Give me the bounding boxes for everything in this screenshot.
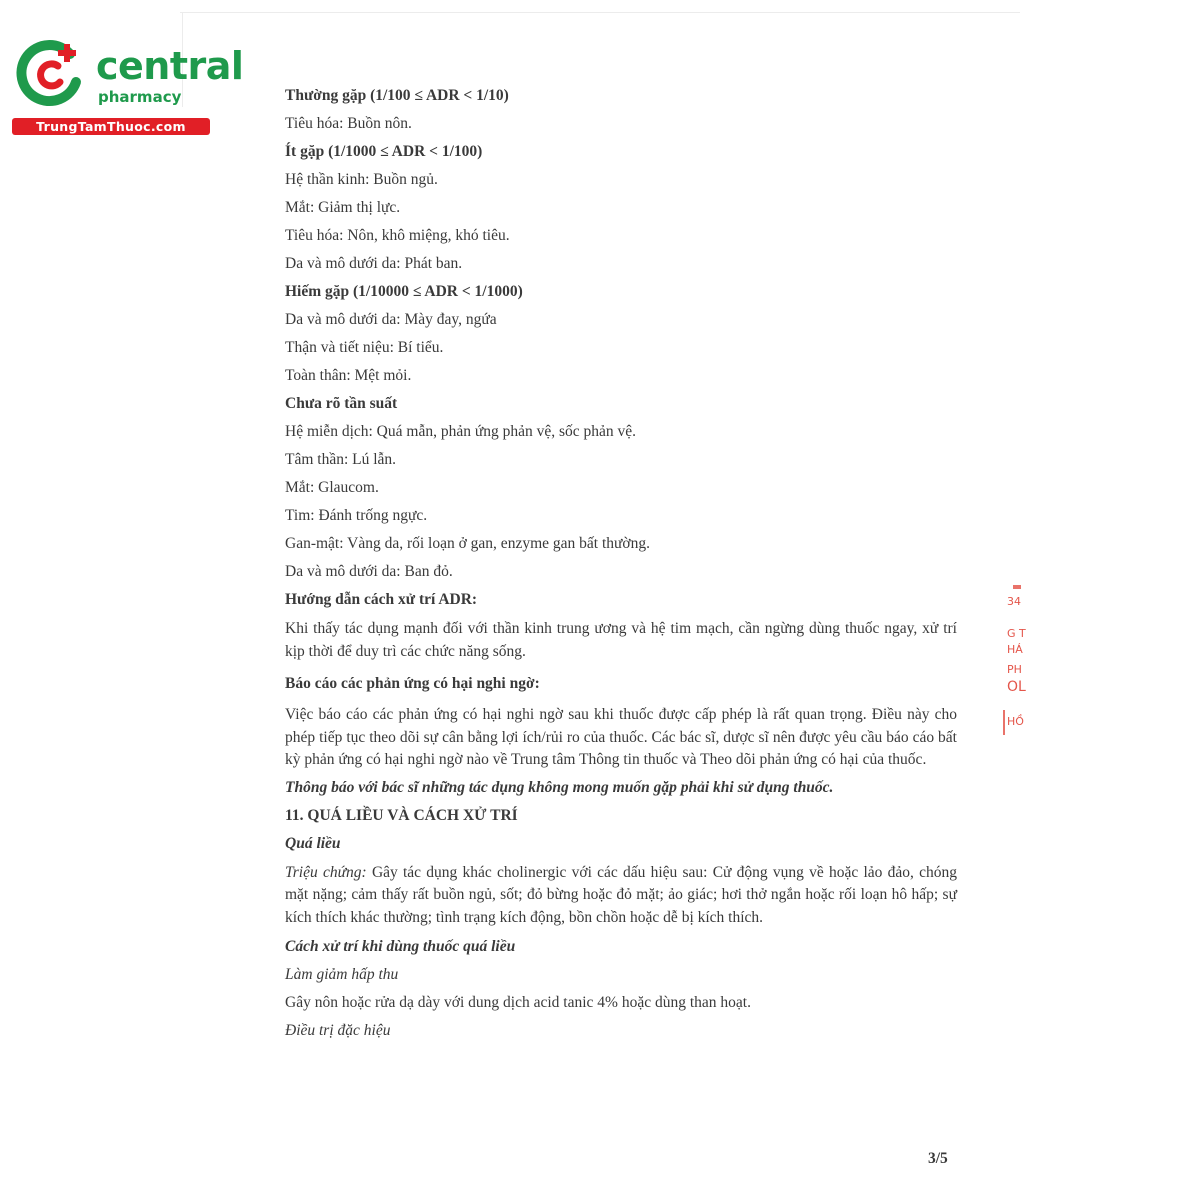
stamp-text: HỒ	[1007, 715, 1024, 728]
stamp-text: G T	[1007, 627, 1026, 640]
adr-line: Mắt: Glaucom.	[285, 479, 379, 496]
symptoms-paragraph	[285, 862, 957, 930]
section-title: 11. QUÁ LIỀU VÀ CÁCH XỬ TRÍ	[285, 806, 518, 824]
scan-edge	[180, 12, 1020, 13]
treatment-heading: Cách xử trí khi dùng thuốc quá liều	[285, 938, 516, 955]
logo-url-banner[interactable]: TrungTamThuoc.com	[12, 118, 210, 135]
frequency-heading: Thường gặp (1/100 ≤ ADR < 1/10)	[285, 87, 509, 104]
adr-line: Da và mô dưới da: Phát ban.	[285, 255, 463, 272]
symptoms-text: Gây tác dụng khác cholinergic với các dấu hiệu sau: Cử động vụng về hoặc lảo đảo, chóng mặt nặng; cảm thấy rất buồn ngủ, sốt; đỏ bừng hoặc đỏ mặt; ảo giác; hơi thở ngắn hoặc rối loạn hô hấp; sự kích thích khác thường; tình trạng kích động, bồn chồn hoặc dễ bị kích thích.	[285, 863, 958, 926]
adr-line: Tiêu hóa: Buồn nôn.	[285, 115, 412, 132]
stamp-text: OL	[1007, 679, 1026, 695]
adr-line: Tim: Đánh trống ngực.	[285, 507, 428, 524]
adr-line: Hệ miễn dịch: Quá mẫn, phản ứng phản vệ, sốc phản vệ.	[285, 423, 637, 440]
reduce-absorption-text: Gây nôn hoặc rửa dạ dày với dung dịch acid tanic 4% hoặc dùng than hoạt.	[285, 994, 751, 1011]
stamp-text: HÁ	[1007, 643, 1023, 656]
adr-line: Toàn thân: Mệt mỏi.	[285, 367, 412, 384]
adr-line: Tiêu hóa: Nôn, khô miệng, khó tiêu.	[285, 227, 510, 244]
frequency-heading: Ít gặp (1/1000 ≤ ADR < 1/100)	[285, 143, 483, 160]
logo-subtitle: pharmacy	[98, 88, 182, 106]
adr-management-heading: Hướng dẫn cách xử trí ADR:	[285, 591, 478, 608]
stamp-mark	[1003, 710, 1005, 735]
reduce-absorption-heading: Làm giảm hấp thu	[285, 966, 399, 983]
adr-line: Mắt: Giảm thị lực.	[285, 199, 401, 216]
logo-name: central	[96, 44, 244, 88]
pharmacy-cross-icon	[10, 38, 90, 108]
adr-line: Hệ thần kinh: Buồn ngủ.	[285, 171, 438, 188]
adr-management-text: Khi thấy tác dụng mạnh đối với thần kinh trung ương và hệ tim mạch, cần ngừng dùng thuốc ngay, xử trí kịp thời để duy trì các chức năng sống.	[285, 620, 957, 660]
stamp-mark	[1013, 585, 1021, 589]
frequency-heading: Chưa rõ tần suất	[285, 395, 398, 412]
adr-line: Thận và tiết niệu: Bí tiểu.	[285, 339, 444, 356]
adr-line: Tâm thần: Lú lẫn.	[285, 451, 397, 468]
page-number: 3/5	[928, 1150, 948, 1167]
report-text: Việc báo cáo các phản ứng có hại nghi ngờ sau khi thuốc được cấp phép là rất quan trọng. Điều này cho phép tiếp tục theo dõi sự cân bằng lợi ích/rủi ro của thuốc. Các bác sĩ, dược sĩ nên được yêu cầu báo cáo bất kỳ phản ứng có hại nghi ngờ nào về Trung tâm Thông tin thuốc và Theo dõi phản ứng có hại của thuốc.	[285, 706, 957, 768]
red-stamp-fragment	[1003, 585, 1026, 740]
stamp-text: PH	[1007, 663, 1022, 676]
notice-text: Thông báo với bác sĩ những tác dụng không mong muốn gặp phải khi sử dụng thuốc.	[285, 778, 834, 796]
adr-line: Da và mô dưới da: Mày đay, ngứa	[285, 311, 497, 328]
frequency-heading: Hiếm gặp (1/10000 ≤ ADR < 1/1000)	[285, 283, 523, 300]
report-heading: Báo cáo các phản ứng có hại nghi ngờ:	[285, 675, 540, 692]
document-body	[285, 86, 957, 1041]
symptoms-label: Triệu chứng:	[285, 863, 367, 881]
central-pharmacy-logo[interactable]	[10, 38, 244, 138]
stamp-text: 34	[1007, 595, 1021, 608]
overdose-heading: Quá liều	[285, 834, 341, 852]
adr-line: Gan-mật: Vàng da, rối loạn ở gan, enzyme gan bất thường.	[285, 535, 650, 552]
specific-treatment-heading: Điều trị đặc hiệu	[285, 1022, 391, 1039]
adr-line: Da và mô dưới da: Ban đỏ.	[285, 563, 453, 580]
